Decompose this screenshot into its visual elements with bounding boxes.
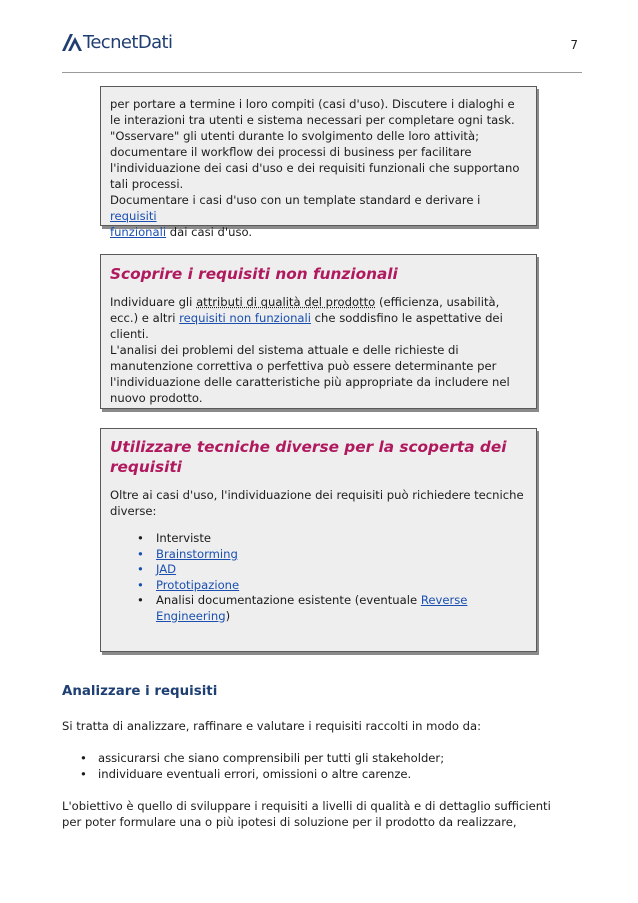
list-item xyxy=(137,578,527,594)
page-header xyxy=(62,30,582,70)
text-line: L'obiettivo è quello di sviluppare i requisiti a livelli di qualità e di dettaglio sufficienti xyxy=(62,799,551,813)
callout-box-non-functional xyxy=(100,254,537,409)
text-line: documentare il workflow dei processi di business per facilitare xyxy=(110,145,472,159)
text-span: Analisi documentazione esistente (eventuale xyxy=(156,593,421,607)
link-requisiti-funzionali-cont[interactable]: funzionali xyxy=(110,225,167,239)
text-line: Oltre ai casi d'uso, l'individuazione dei requisiti può richiedere tecniche xyxy=(110,488,524,502)
text-line: per poter formulare una o più ipotesi di soluzione per il prodotto da realizzare, xyxy=(62,815,517,829)
text-line xyxy=(110,224,527,240)
text-span: dai casi d'uso. xyxy=(166,225,253,239)
text-line: le interazioni tra utenti e sistema necessari per completare ogni task. xyxy=(110,113,515,127)
link-reverse-engineering-cont[interactable]: Engineering xyxy=(156,608,226,623)
callout-box-text xyxy=(110,294,527,406)
text-line: L'analisi dei problemi del sistema attuale e delle richieste di xyxy=(110,343,459,357)
section-bullet-list xyxy=(80,750,444,782)
section-intro: Si tratta di analizzare, raffinare e valutare i requisiti raccolti in modo da: xyxy=(62,719,482,733)
dotted-term: attributi di qualità del prodotto xyxy=(196,295,376,309)
text-line: clienti. xyxy=(110,327,149,341)
text-span: ecc.) e altri xyxy=(110,311,180,325)
tecnetdati-logo xyxy=(62,34,172,51)
text-line: l'individuazione dei casi d'uso e dei requisiti funzionali che supportano xyxy=(110,161,520,175)
list-item: • assicurarsi che siano comprensibili per tutti gli stakeholder; xyxy=(80,750,444,766)
text-line: "Osservare" gli utenti durante lo svolgimento delle loro attività; xyxy=(110,129,479,143)
text-span: (efficienza, usabilità, xyxy=(375,295,500,309)
list-item: • Interviste xyxy=(137,531,527,547)
callout-box-text xyxy=(110,96,527,240)
list-item: • individuare eventuali errori, omissioni o altre carenze. xyxy=(80,766,444,782)
list-item xyxy=(137,562,527,578)
callout-box-text xyxy=(110,487,527,519)
section-heading: Analizzare i requisiti xyxy=(62,684,218,699)
title-line: requisiti xyxy=(110,458,182,476)
techniques-list xyxy=(110,531,527,624)
text-line: l'individuazione delle caratteristiche più appropriate da includere nel xyxy=(110,375,510,389)
text-span: ) xyxy=(225,608,231,623)
callout-box-techniques xyxy=(100,428,537,652)
list-item xyxy=(137,547,527,563)
section-closing-paragraph xyxy=(62,798,572,830)
text-span: Documentare i casi d'uso con un template standard e derivare i xyxy=(110,193,481,207)
link-requisiti-non-funzionali[interactable]: requisiti non funzionali xyxy=(179,311,311,325)
text-span: che soddisfino le aspettative dei xyxy=(310,311,503,325)
link-prototipazione[interactable]: Prototipazione xyxy=(156,577,240,592)
link-requisiti-funzionali[interactable]: requisiti xyxy=(110,209,157,223)
text-line: per portare a termine i loro compiti (casi d'uso). Discutere i dialoghi e xyxy=(110,97,515,111)
link-reverse-engineering[interactable]: Reverse xyxy=(420,593,468,607)
text-span: Individuare gli xyxy=(110,295,197,309)
link-jad[interactable]: JAD xyxy=(156,562,177,576)
list-item xyxy=(137,593,527,624)
text-line xyxy=(110,310,527,326)
callout-box-use-cases xyxy=(100,86,537,239)
logo-text: TecnetDati xyxy=(83,32,173,53)
link-brainstorming[interactable]: Brainstorming xyxy=(156,546,238,561)
header-divider xyxy=(62,72,582,73)
page-number: 7 xyxy=(570,38,578,52)
text-line: manutenzione correttiva o perfettiva può essere determinante per xyxy=(110,359,497,373)
title-line: Utilizzare tecniche diverse per la scoperta dei xyxy=(110,438,507,456)
text-line xyxy=(110,294,527,310)
text-line: tali processi. xyxy=(110,177,184,191)
callout-title: Scoprire i requisiti non funzionali xyxy=(110,265,398,283)
text-line xyxy=(110,192,527,224)
text-line: diverse: xyxy=(110,504,157,518)
callout-title xyxy=(110,437,527,477)
text-line: nuovo prodotto. xyxy=(110,391,203,405)
logo-mark-icon xyxy=(62,34,82,51)
